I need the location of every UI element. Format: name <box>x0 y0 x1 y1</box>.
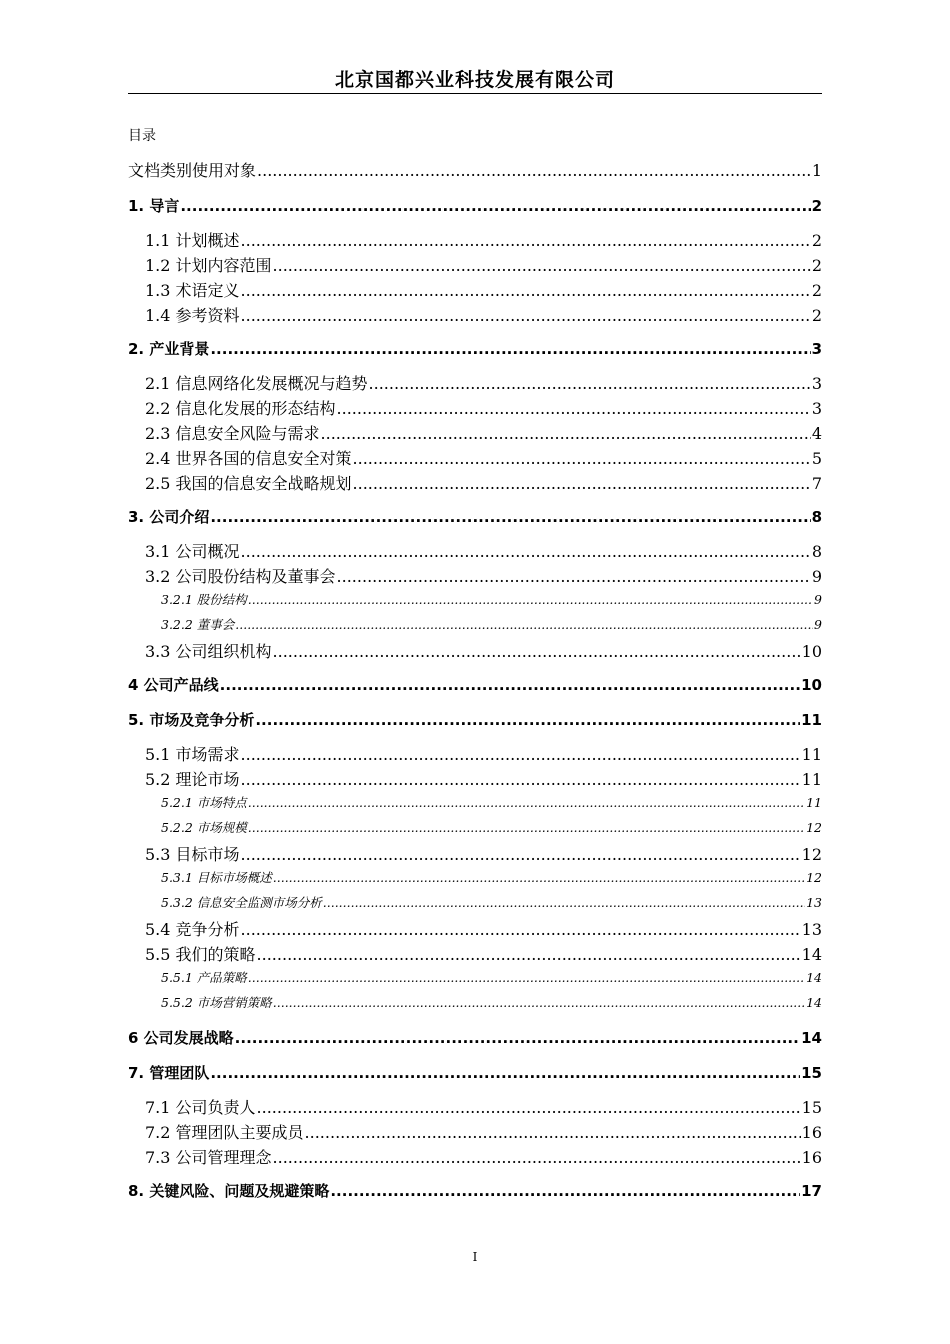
toc-entry[interactable] <box>128 709 822 731</box>
toc-entry-page: 14 <box>801 945 822 964</box>
toc-dot-leader <box>330 1180 800 1202</box>
toc-dot-leader <box>241 280 811 302</box>
toc-entry[interactable] <box>128 160 822 182</box>
toc-entry[interactable] <box>128 423 822 445</box>
toc-dot-leader <box>337 566 811 588</box>
toc-entry[interactable] <box>128 473 822 495</box>
toc-entry-page: 10 <box>801 676 822 694</box>
toc-entry-page: 11 <box>801 745 822 764</box>
toc-entry-page: 11 <box>801 711 822 729</box>
toc-entry[interactable] <box>128 744 822 766</box>
toc-entry-label: 1.3 术语定义 <box>145 281 240 300</box>
toc-entry-label: 4 公司产品线 <box>128 676 219 694</box>
toc-entry-label: 5.3 目标市场 <box>145 845 240 864</box>
toc-entry[interactable] <box>128 919 822 941</box>
toc-dot-leader <box>257 944 801 966</box>
toc-dot-leader <box>273 1147 801 1169</box>
toc-entry-label: 6 公司发展战略 <box>128 1029 234 1047</box>
toc-entry-label: 1.1 计划概述 <box>145 231 240 250</box>
toc-entry-page: 11 <box>806 795 822 810</box>
toc-entry-page: 17 <box>801 1182 822 1200</box>
toc-dot-leader <box>273 994 805 1012</box>
toc-entry-label: 3.3 公司组织机构 <box>145 642 272 661</box>
toc-entry-page: 14 <box>806 970 822 985</box>
toc-entry-page: 12 <box>806 820 822 835</box>
toc-entry-page: 2 <box>811 281 822 300</box>
toc-dot-leader <box>323 894 805 912</box>
toc-entry-label: 5.2.1 市场特点 <box>161 795 247 810</box>
toc-entry[interactable] <box>128 305 822 327</box>
toc-entry[interactable] <box>128 255 822 277</box>
toc-entry-label: 2. 产业背景 <box>128 340 210 358</box>
toc-dot-leader <box>241 230 811 252</box>
toc-entry[interactable] <box>128 506 822 528</box>
toc-entry-page: 9 <box>814 592 822 607</box>
toc-entry-page: 15 <box>801 1064 822 1082</box>
toc-entry-page: 14 <box>801 1029 822 1047</box>
toc-entry-page: 15 <box>801 1098 822 1117</box>
toc-entry[interactable] <box>128 616 822 634</box>
toc-dot-leader <box>353 473 811 495</box>
toc-entry-label: 7.3 公司管理理念 <box>145 1148 272 1167</box>
toc-dot-leader <box>235 1027 800 1049</box>
toc-dot-leader <box>210 338 810 360</box>
toc-entry[interactable] <box>128 230 822 252</box>
toc-dot-leader <box>273 869 805 887</box>
toc-dot-leader <box>241 744 801 766</box>
toc-entry-page: 2 <box>811 306 822 325</box>
header-divider <box>128 93 822 94</box>
toc-entry-label: 5.3.1 目标市场概述 <box>161 870 272 885</box>
toc-entry-label: 5.2 理论市场 <box>145 770 240 789</box>
toc-entry-page: 14 <box>806 995 822 1010</box>
toc-dot-leader <box>235 616 813 634</box>
toc-entry-page: 3 <box>811 374 822 393</box>
toc-entry-page: 1 <box>811 161 822 180</box>
toc-dot-leader <box>305 1122 801 1144</box>
toc-entry-label: 文档类别使用对象 <box>128 161 257 180</box>
toc-entry-label: 1.4 参考资料 <box>145 306 240 325</box>
toc-entry-page: 4 <box>811 424 822 443</box>
toc-entry[interactable] <box>128 566 822 588</box>
toc-entry[interactable] <box>128 844 822 866</box>
toc-dot-leader <box>220 674 800 696</box>
toc-entry-page: 16 <box>801 1123 822 1142</box>
toc-dot-leader <box>241 305 811 327</box>
toc-entry[interactable] <box>128 1122 822 1144</box>
toc-entry-page: 16 <box>801 1148 822 1167</box>
toc-dot-leader <box>180 195 810 217</box>
toc-entry[interactable] <box>128 794 822 812</box>
toc-entry-page: 9 <box>814 617 822 632</box>
toc-dot-leader <box>210 506 810 528</box>
toc-entry-label: 2.5 我国的信息安全战略规划 <box>145 474 352 493</box>
toc-entry[interactable] <box>128 894 822 912</box>
toc-dot-leader <box>248 819 805 837</box>
toc-dot-leader <box>321 423 811 445</box>
toc-entry-label: 3.1 公司概况 <box>145 542 240 561</box>
toc-entry-label: 5.1 市场需求 <box>145 745 240 764</box>
toc-entry-label: 1. 导言 <box>128 197 180 215</box>
toc-entry[interactable] <box>128 994 822 1012</box>
toc-dot-leader <box>257 160 811 182</box>
toc-dot-leader <box>248 794 805 812</box>
toc-entry[interactable] <box>128 591 822 609</box>
toc-dot-leader <box>248 591 813 609</box>
toc-entry-page: 5 <box>811 449 822 468</box>
toc-entry[interactable] <box>128 448 822 470</box>
toc-entry-page: 13 <box>801 920 822 939</box>
page-header-title: 北京国都兴业科技发展有限公司 <box>334 69 615 91</box>
toc-entry-page: 12 <box>801 845 822 864</box>
toc-entry[interactable] <box>128 769 822 791</box>
toc-entry-label: 7. 管理团队 <box>128 1064 210 1082</box>
toc-dot-leader <box>241 769 801 791</box>
toc-entry-label: 8. 关键风险、问题及规避策略 <box>128 1182 330 1200</box>
toc-entry[interactable] <box>128 280 822 302</box>
toc-entry[interactable] <box>128 1062 822 1084</box>
page-number: I <box>472 1250 478 1264</box>
toc-entry-label: 5.3.2 信息安全监测市场分析 <box>161 895 322 910</box>
toc-dot-leader <box>210 1062 800 1084</box>
toc-entry-label: 5.4 竞争分析 <box>145 920 240 939</box>
toc-entry-label: 3.2.2 董事会 <box>161 617 235 632</box>
toc-entry-page: 8 <box>811 508 822 526</box>
toc-dot-leader <box>255 709 800 731</box>
toc-entry-label: 7.2 管理团队主要成员 <box>145 1123 304 1142</box>
toc-entry-label: 5. 市场及竞争分析 <box>128 711 255 729</box>
toc-entry-page: 12 <box>806 870 822 885</box>
toc-entry[interactable] <box>128 969 822 987</box>
toc-heading: 目录 <box>128 128 156 144</box>
toc-entry[interactable] <box>128 373 822 395</box>
toc-dot-leader <box>241 919 801 941</box>
toc-entry[interactable] <box>128 1027 822 1049</box>
toc-entry-label: 5.2.2 市场规模 <box>161 820 247 835</box>
toc-entry-label: 2.2 信息化发展的形态结构 <box>145 399 336 418</box>
toc-entry-page: 9 <box>811 567 822 586</box>
toc-entry[interactable] <box>128 541 822 563</box>
toc-dot-leader <box>248 969 805 987</box>
toc-entry[interactable] <box>128 1097 822 1119</box>
toc-entry-label: 5.5 我们的策略 <box>145 945 256 964</box>
toc-dot-leader <box>369 373 811 395</box>
toc-entry[interactable] <box>128 869 822 887</box>
toc-dot-leader <box>337 398 811 420</box>
toc-entry-page: 2 <box>811 197 822 215</box>
toc-entry-page: 2 <box>811 231 822 250</box>
toc-entry-label: 2.3 信息安全风险与需求 <box>145 424 320 443</box>
toc-entry-page: 8 <box>811 542 822 561</box>
toc-entry-page: 13 <box>806 895 822 910</box>
toc-entry[interactable] <box>128 1147 822 1169</box>
toc-entry-page: 3 <box>811 399 822 418</box>
toc-dot-leader <box>241 541 811 563</box>
toc-entry[interactable] <box>128 641 822 663</box>
toc-dot-leader <box>353 448 811 470</box>
toc-dot-leader <box>273 255 811 277</box>
toc-entry-page: 7 <box>811 474 822 493</box>
toc-entry[interactable] <box>128 944 822 966</box>
toc-entry-page: 11 <box>801 770 822 789</box>
toc-entry-page: 2 <box>811 256 822 275</box>
toc-entry-page: 3 <box>811 340 822 358</box>
toc-entry[interactable] <box>128 338 822 360</box>
toc-entry-label: 2.4 世界各国的信息安全对策 <box>145 449 352 468</box>
toc-dot-leader <box>241 844 801 866</box>
toc-entry[interactable] <box>128 674 822 696</box>
toc-entry-label: 3.2 公司股份结构及董事会 <box>145 567 336 586</box>
toc-entry-label: 3. 公司介绍 <box>128 508 210 526</box>
toc-entry-label: 5.5.1 产品策略 <box>161 970 247 985</box>
toc-entry[interactable] <box>128 1180 822 1202</box>
toc-entry-label: 5.5.2 市场营销策略 <box>161 995 272 1010</box>
toc-entry[interactable] <box>128 195 822 217</box>
toc-entry-page: 10 <box>801 642 822 661</box>
toc-entry-label: 7.1 公司负责人 <box>145 1098 256 1117</box>
toc-dot-leader <box>273 641 801 663</box>
toc-entry-label: 3.2.1 股份结构 <box>161 592 247 607</box>
toc-dot-leader <box>257 1097 801 1119</box>
toc-entry[interactable] <box>128 398 822 420</box>
toc-entry-label: 1.2 计划内容范围 <box>145 256 272 275</box>
toc-entry-label: 2.1 信息网络化发展概况与趋势 <box>145 374 368 393</box>
toc-entry[interactable] <box>128 819 822 837</box>
